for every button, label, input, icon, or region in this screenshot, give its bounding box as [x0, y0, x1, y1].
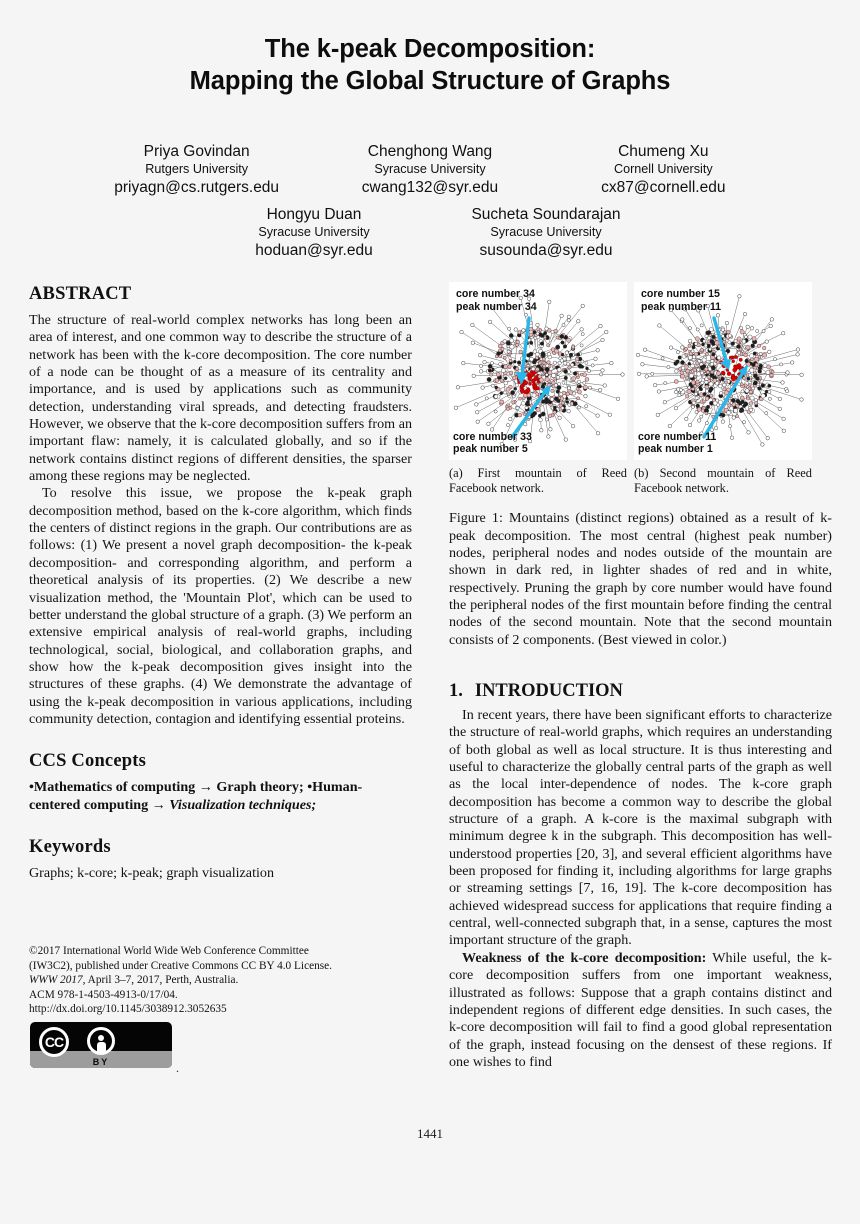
copyright-line-1-text: 2017 International World Wide Web Conference Committee [37, 945, 309, 957]
ccs-part-3: Visualization techniques; [169, 796, 317, 813]
trailing-period: . [176, 1061, 179, 1075]
conference-name: WWW 2017, [29, 974, 86, 987]
author-name: Chenghong Wang [367, 143, 493, 160]
panel-a-core-number: core number 34 [456, 288, 535, 300]
page-number: 1441 [417, 1126, 443, 1141]
figure-panels [449, 282, 832, 460]
author-block [80, 142, 313, 198]
copyright-line-4: ACM 978-1-4503-4913-0/17/04. [29, 988, 178, 1001]
author-affiliation: Syracuse University [490, 225, 602, 239]
author-affiliation: Rutgers University [145, 162, 249, 176]
panel-a-bottom-label [453, 431, 532, 456]
section-number: 1. [449, 681, 463, 701]
intro-bold-lead: Weakness of the k-core decomposition: [462, 949, 707, 966]
intro-paragraph-2 [449, 950, 832, 1071]
panel-b-core-number-2: core number 11 [638, 430, 717, 443]
figure-subcaptions [449, 466, 832, 496]
panel-a-core-number-2: core number 33 [453, 430, 532, 443]
ccs-heading: CCS Concepts [29, 751, 147, 772]
figure-caption: Figure 1: Mountains (distinct regions) obtained as a result of k-peak decomposition. The most central (highest peak number) nodes, peripheral nodes and nodes outside of the mountain are shown in dark red, in lighter shades of red and in white, respectively. Pruning the graph by core number would have found the peripheral nodes of the first mountain before finding the central nodes of the second mountain. Note that the second mountain consists of 2 components. (Best viewed in color.) [449, 510, 832, 648]
conference-details: April 3–7, 2017, Perth, Australia. [85, 974, 239, 987]
spacer [29, 728, 412, 750]
right-column [449, 680, 832, 1071]
badge-by-label: BY [92, 1057, 110, 1067]
author-row-2 [80, 205, 780, 261]
ccs-part-2: Graph theory; •Human-centered computing [29, 779, 363, 813]
cc-icon: CC [39, 1027, 69, 1057]
author-email[interactable]: susounda@syr.edu [479, 242, 613, 259]
creative-commons-badge[interactable] [30, 1022, 172, 1068]
figure-panel-a [449, 282, 627, 460]
abstract-heading: ABSTRACT [29, 284, 132, 304]
author-affiliation: Syracuse University [374, 162, 486, 176]
author-name: Chumeng Xu [618, 143, 709, 160]
copyright-doi[interactable]: http://dx.doi.org/10.1145/3038912.3052635 [29, 1003, 227, 1016]
author-block [313, 142, 546, 198]
keywords-heading: Keywords [29, 837, 111, 858]
figure-panel-b [634, 282, 812, 460]
title-line-1: The k-peak Decomposition: [264, 35, 596, 63]
panel-a-top-label [456, 288, 537, 313]
arrow-icon: → [198, 779, 213, 796]
abstract-paragraph-1: The structure of real-world complex networks has long been an area of interest, and one common way to describe the structure of a network has been with the k-core decomposition. The core number of a node can be thought of as a measure of its centrality and importance, and is used by applications such as community detection, understanding viral spreads, and detecting fraudsters. However, we observe that the k-core decomposition suffers from an important flaw: namely, it is calculated globally, and so if the network contains distinct regions of different densities, the sparser among these regions may be neglected. [29, 312, 412, 485]
panel-b-peak-number: peak number 11 [641, 300, 722, 313]
panel-a-peak-number-2: peak number 5 [453, 443, 528, 456]
copyright-line-1 [29, 944, 412, 959]
section-title: INTRODUCTION [474, 681, 623, 701]
author-name: Hongyu Duan [266, 206, 362, 223]
person-icon [87, 1027, 115, 1055]
author-block [547, 142, 780, 198]
panel-b-bottom-label [638, 431, 716, 456]
keywords-text: Graphs; k-core; k-peak; graph visualization [29, 865, 274, 882]
arrow-icon: → [151, 796, 166, 813]
abstract-paragraph-2: To resolve this issue, we propose the k-peak graph decomposition method, based on the k-core algorithm, which finds the centers of distinct regions in the graph. Our contributions are as follows: (1) We present a novel graph decomposition- the k-peak decomposition- and corresponding algorithm, and perform a theoretical analysis of its properties. (2) We describe a new visualization method, the 'Mountain Plot', which can be used to better understand the global structure of a graph. (3) We perform an extensive empirical analysis of real-world graphs, including technological, social, biological, and collaboration graphs, and show how the k-peak decomposition gives insight into the structures of these graphs. (4) We demonstrate the advantage of using the k-peak decomposition in various applications, including community detection, contagion and identifying essential proteins. [29, 485, 412, 727]
author-email[interactable]: cwang132@syr.edu [361, 179, 499, 196]
author-block [198, 205, 430, 261]
intro-paragraph-2-text: While useful, the k-core decomposition suffers from one important weakness, illustrated as follows: Suppose that a graph contains distinct and independent regions of different edge densities. In such cases, the k-core decomposition will fail to find a good global representation of the graph, instead focusing on the densest of these regions. If one wishes to find [449, 949, 833, 1070]
spacer [29, 814, 412, 836]
copyright-line-3 [29, 973, 412, 988]
page-title [80, 33, 780, 97]
author-email[interactable]: priyagn@cs.rutgers.edu [114, 179, 280, 196]
panel-b-peak-number-2: peak number 1 [638, 443, 713, 456]
ccs-part-1: •Mathematics of computing [29, 779, 196, 796]
copyright-icon: © [29, 945, 38, 957]
author-email[interactable]: hoduan@syr.edu [255, 242, 373, 259]
author-row-1 [80, 142, 780, 198]
panel-a-peak-number: peak number 34 [456, 300, 537, 313]
title-line-2: Mapping the Global Structure of Graphs [189, 67, 671, 95]
panel-b-core-number: core number 15 [641, 288, 720, 300]
subcaption-b: (b) Second mountain of Reed Facebook network. [634, 466, 812, 496]
person-body [97, 1042, 106, 1053]
ccs-text [29, 779, 412, 814]
subcaption-a: (a) First mountain of Reed Facebook network. [449, 466, 627, 496]
author-name: Sucheta Soundarajan [471, 206, 621, 223]
intro-paragraph-1: In recent years, there have been significant efforts to characterize the structure of real-world graphs, which requires an understanding of both global as well as local structure. It is thus interesting and useful to characterize the globally central parts of the graph as well as the local inter-dependence of nodes. The k-core graph decomposition has become a common way to describe the global structure of a graph. A k-core is the maximal subgraph with minimum degree k in the subgraph. This decomposition has well-understood properties [20, 3], and several efficient algorithms have been proposed for finding it, including algorithms for large graphs or streaming settings [7, 16, 19]. The k-core decomposition has achieved widespread success for applications that require finding a central, well-connected subgraph that, in a sense, captures the most important structure of the graph. [449, 707, 832, 949]
author-block [430, 205, 662, 261]
person-head [98, 1035, 104, 1041]
left-column [29, 283, 412, 882]
author-name: Priya Govindan [143, 143, 250, 160]
author-affiliation: Cornell University [613, 162, 713, 176]
author-affiliation: Syracuse University [258, 225, 370, 239]
copyright-line-2: (IW3C2), published under Creative Commons CC BY 4.0 License. [29, 959, 332, 972]
author-email[interactable]: cx87@cornell.edu [601, 179, 726, 196]
panel-b-top-label [641, 288, 721, 313]
introduction-heading [449, 680, 832, 702]
copyright-block [29, 944, 412, 1017]
figure-1 [449, 282, 832, 649]
